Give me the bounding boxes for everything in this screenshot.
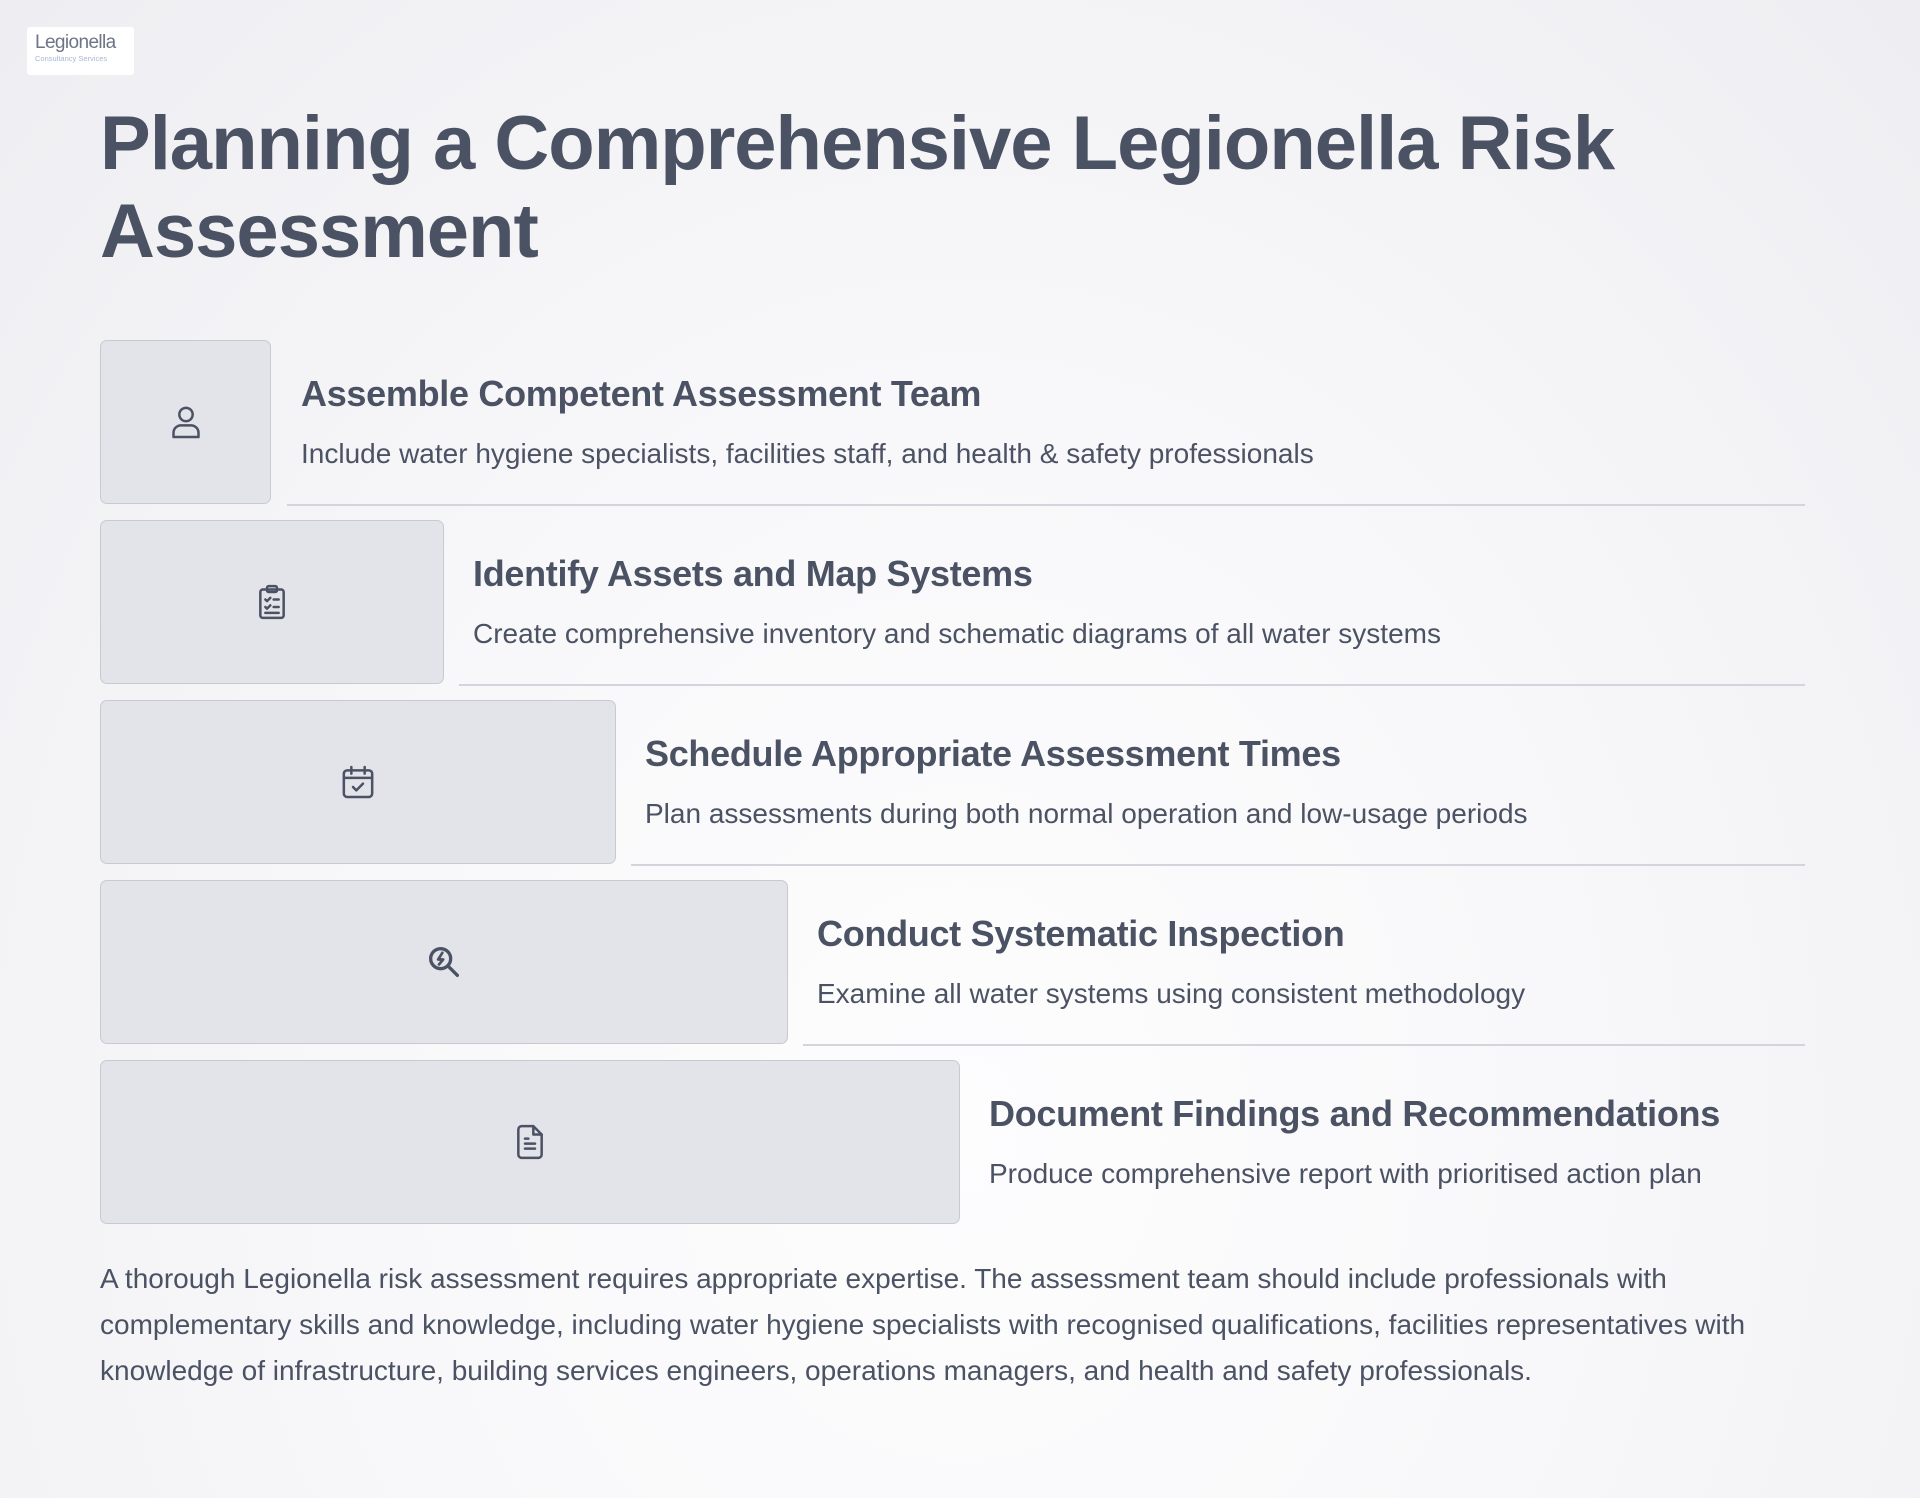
step-description: Include water hygiene specialists, facilities staff, and health & safety professionals (301, 438, 1314, 469)
step-title: Identify Assets and Map Systems (473, 553, 1033, 594)
step-icon-box (100, 520, 444, 684)
summary-paragraph: A thorough Legionella risk assessment requires appropriate expertise. The assessment team should include professionals with complementary skills and knowledge, including water hygiene specialists with recognised qualifications, facilities representatives with knowledge of infrastructure, building services engineers, operations managers, and health and safety professionals. (100, 1263, 1746, 1386)
page-title: Planning a Comprehensive Legionella Risk Assessment (100, 101, 1615, 274)
calendar-check-icon (338, 762, 378, 802)
step-icon-box (100, 700, 616, 864)
step-title: Document Findings and Recommendations (989, 1093, 1720, 1134)
step-title: Schedule Appropriate Assessment Times (645, 733, 1341, 774)
step-divider (287, 504, 1805, 506)
step-description: Create comprehensive inventory and schematic diagrams of all water systems (473, 618, 1441, 649)
step-icon-box (100, 340, 271, 504)
step-description: Produce comprehensive report with prioritised action plan (989, 1158, 1702, 1189)
step-description: Examine all water systems using consistent methodology (817, 978, 1526, 1009)
step-title: Conduct Systematic Inspection (817, 913, 1345, 954)
company-logo (27, 27, 134, 75)
step-divider (631, 864, 1805, 866)
clipboard-checklist-icon (252, 582, 292, 622)
logo-name: Legionella (35, 32, 116, 53)
search-bolt-icon (424, 942, 464, 982)
step-icon-box (100, 1060, 960, 1224)
step-divider (459, 684, 1805, 686)
step-description: Plan assessments during both normal operation and low-usage periods (645, 798, 1528, 829)
logo-tagline: Consultancy Services (35, 54, 108, 63)
step-icon-box (100, 880, 788, 1044)
document-icon (510, 1122, 550, 1162)
person-icon (166, 402, 206, 442)
step-divider (803, 1044, 1805, 1046)
step-title: Assemble Competent Assessment Team (301, 373, 982, 414)
